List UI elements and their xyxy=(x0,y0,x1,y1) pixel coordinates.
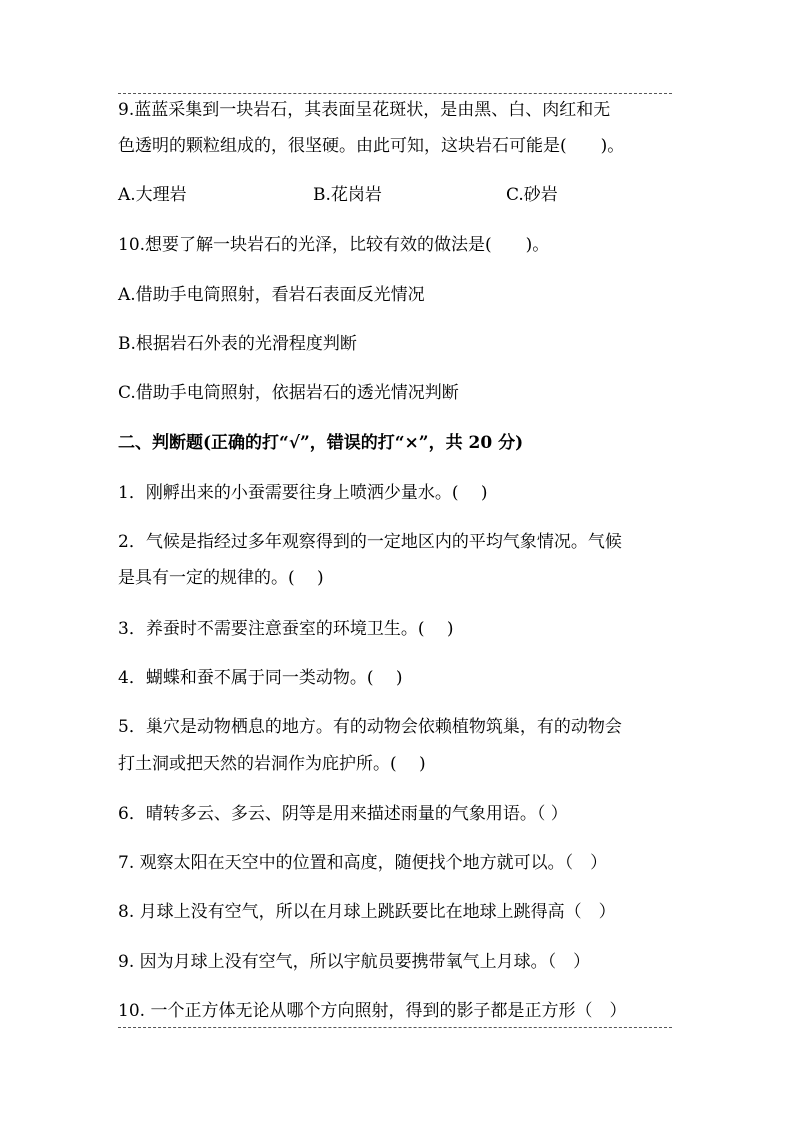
judge-item-1: 1．刚孵出来的小蚕需要往身上喷洒少量水。( ) xyxy=(118,483,488,503)
q9-stem-line1: 9.蓝蓝采集到一块岩石，其表面呈花斑状，是由黑、白、肉红和无 xyxy=(118,100,611,120)
judge-item-4: 4．蝴蝶和蚕不属于同一类动物。( ) xyxy=(118,668,403,688)
judge-item-2-line1: 2．气候是指经过多年观察得到的一定地区内的平均气象情况。气候 xyxy=(118,532,622,552)
judge-item-9: 9. 因为月球上没有空气，所以宇航员要携带氧气上月球。（ ） xyxy=(118,952,591,972)
bottom-divider xyxy=(118,1027,672,1028)
q10-stem: 10.想要了解一块岩石的光泽，比较有效的做法是( )。 xyxy=(118,235,550,255)
q10-option-c: C.借助手电筒照射，依据岩石的透光情况判断 xyxy=(118,383,459,403)
top-divider xyxy=(118,93,672,94)
q9-option-a: A.大理岩 xyxy=(118,185,187,205)
judge-item-7: 7. 观察太阳在天空中的位置和高度，随便找个地方就可以。（ ） xyxy=(118,853,608,873)
q9-stem-line2: 色透明的颗粒组成的，很坚硬。由此可知，这块岩石可能是( )。 xyxy=(118,136,625,156)
judge-item-10: 10. 一个正方体无论从哪个方向照射，得到的影子都是正方形（ ） xyxy=(118,1001,627,1021)
q9-option-b: B.花岗岩 xyxy=(313,185,382,205)
judge-item-8: 8. 月球上没有空气，所以在月球上跳跃要比在地球上跳得高（ ） xyxy=(118,902,616,922)
judge-item-5-line1: 5．巢穴是动物栖息的地方。有的动物会依赖植物筑巢，有的动物会 xyxy=(118,717,622,737)
judge-item-5-line2: 打土洞或把天然的岩洞作为庇护所。( ) xyxy=(118,754,426,774)
judge-item-3: 3．养蚕时不需要注意蚕室的环境卫生。( ) xyxy=(118,619,454,639)
q9-option-c: C.砂岩 xyxy=(506,185,558,205)
section-title: 二、判断题(正确的打“√”，错误的打“×”，共 20 分) xyxy=(118,433,524,453)
q10-option-b: B.根据岩石外表的光滑程度判断 xyxy=(118,334,357,354)
q10-option-a: A.借助手电筒照射，看岩石表面反光情况 xyxy=(118,285,425,305)
judge-item-2-line2: 是具有一定的规律的。( ) xyxy=(118,568,324,588)
judge-item-6: 6．晴转多云、多云、阴等是用来描述雨量的气象用语。（ ） xyxy=(118,804,568,824)
